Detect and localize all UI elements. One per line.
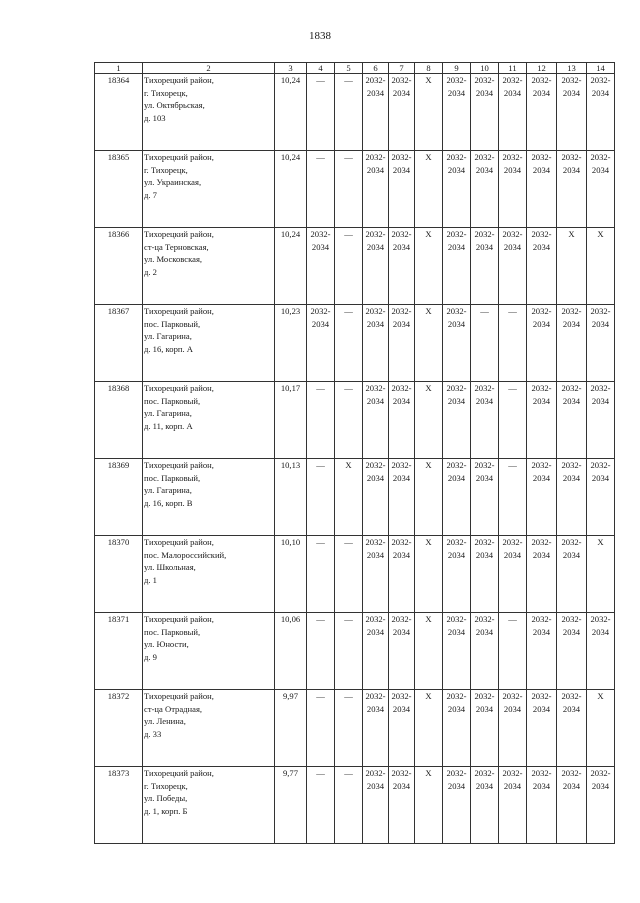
period-cell: 2032- 2034 xyxy=(557,767,587,844)
period-cell: 2032- 2034 xyxy=(587,459,615,536)
period-cell: — xyxy=(335,305,363,382)
period-cell: — xyxy=(307,613,335,690)
address-cell xyxy=(143,459,275,536)
period-cell: — xyxy=(335,74,363,151)
row-number: 18370 xyxy=(95,536,143,613)
address-line: г. Тихорецк, xyxy=(144,164,188,175)
period-cell: 2032- 2034 xyxy=(389,74,415,151)
column-header: 11 xyxy=(499,63,527,74)
table-row xyxy=(95,767,615,844)
period-cell: 2032- 2034 xyxy=(389,613,415,690)
period-cell: — xyxy=(499,459,527,536)
column-header: 8 xyxy=(415,63,443,74)
address-line: ул. Октябрьская, xyxy=(144,100,205,110)
table-row xyxy=(95,305,615,382)
address-line: пос. Парковый, xyxy=(144,395,201,406)
table-row xyxy=(95,690,615,767)
period-cell: 2032- 2034 xyxy=(443,459,471,536)
period-cell: 2032- 2034 xyxy=(557,305,587,382)
address-line: г. Тихорецк, xyxy=(144,87,188,98)
row-number: 18371 xyxy=(95,613,143,690)
period-cell: 2032- 2034 xyxy=(527,151,557,228)
address-line: Тихорецкий район, xyxy=(144,306,214,316)
period-cell: 2032- 2034 xyxy=(389,382,415,459)
table-body xyxy=(95,74,615,844)
period-cell: 2032- 2034 xyxy=(443,305,471,382)
address-cell xyxy=(143,228,275,305)
table-row xyxy=(95,613,615,690)
address-cell xyxy=(143,613,275,690)
period-cell: — xyxy=(307,382,335,459)
address-line: Тихорецкий район, xyxy=(144,768,214,778)
address-line: ул. Победы, xyxy=(144,793,188,803)
period-cell: X xyxy=(415,305,443,382)
period-cell: 2032- 2034 xyxy=(527,459,557,536)
period-cell: 2032- 2034 xyxy=(527,613,557,690)
address-line: д. 9 xyxy=(144,651,157,662)
period-cell: 2032- 2034 xyxy=(471,382,499,459)
address-line: Тихорецкий район, xyxy=(144,460,214,470)
column-header: 4 xyxy=(307,63,335,74)
address-cell xyxy=(143,382,275,459)
period-cell: — xyxy=(335,382,363,459)
period-cell: X xyxy=(415,690,443,767)
address-line: д. 103 xyxy=(144,112,166,123)
address-line: Тихорецкий район, xyxy=(144,537,214,547)
address-line: г. Тихорецк, xyxy=(144,780,188,791)
address-cell xyxy=(143,305,275,382)
period-cell: 2032- 2034 xyxy=(363,536,389,613)
period-cell: 2032- 2034 xyxy=(471,767,499,844)
period-cell: 2032- 2034 xyxy=(363,690,389,767)
period-cell: 2032- 2034 xyxy=(471,151,499,228)
period-cell: 2032- 2034 xyxy=(557,151,587,228)
address-line: ул. Юности, xyxy=(144,639,189,649)
address-line: д. 1, корп. Б xyxy=(144,805,188,816)
period-cell: 2032- 2034 xyxy=(499,767,527,844)
value-cell: 9,97 xyxy=(275,690,307,767)
column-header: 5 xyxy=(335,63,363,74)
period-cell: 2032- 2034 xyxy=(499,151,527,228)
address-line: пос. Парковый, xyxy=(144,472,201,483)
address-line: д. 33 xyxy=(144,728,162,739)
row-number: 18365 xyxy=(95,151,143,228)
value-cell: 10,24 xyxy=(275,151,307,228)
address-line: Тихорецкий район, xyxy=(144,229,214,239)
value-cell: 9,77 xyxy=(275,767,307,844)
period-cell: 2032- 2034 xyxy=(363,613,389,690)
column-header: 13 xyxy=(557,63,587,74)
period-cell: X xyxy=(415,459,443,536)
period-cell: X xyxy=(415,536,443,613)
address-line: д. 1 xyxy=(144,574,157,585)
row-number: 18364 xyxy=(95,74,143,151)
period-cell: 2032- 2034 xyxy=(471,228,499,305)
column-header: 7 xyxy=(389,63,415,74)
period-cell: — xyxy=(335,228,363,305)
address-line: Тихорецкий район, xyxy=(144,152,214,162)
address-line: д. 7 xyxy=(144,189,157,200)
period-cell: 2032- 2034 xyxy=(443,536,471,613)
value-cell: 10,17 xyxy=(275,382,307,459)
period-cell: 2032- 2034 xyxy=(587,74,615,151)
period-cell: X xyxy=(587,536,615,613)
period-cell: 2032- 2034 xyxy=(363,151,389,228)
period-cell: 2032- 2034 xyxy=(471,613,499,690)
period-cell: 2032- 2034 xyxy=(527,74,557,151)
period-cell: 2032- 2034 xyxy=(587,305,615,382)
value-cell: 10,24 xyxy=(275,74,307,151)
column-header: 14 xyxy=(587,63,615,74)
address-line: ул. Гагарина, xyxy=(144,485,192,495)
period-cell: — xyxy=(335,613,363,690)
period-cell: 2032- 2034 xyxy=(389,690,415,767)
table-row xyxy=(95,151,615,228)
period-cell: 2032- 2034 xyxy=(587,613,615,690)
value-cell: 10,23 xyxy=(275,305,307,382)
address-line: ул. Украинская, xyxy=(144,177,202,187)
period-cell: X xyxy=(587,228,615,305)
period-cell: — xyxy=(471,305,499,382)
column-header: 2 xyxy=(143,63,275,74)
period-cell: 2032- 2034 xyxy=(389,459,415,536)
address-line: Тихорецкий район, xyxy=(144,383,214,393)
column-header: 10 xyxy=(471,63,499,74)
address-cell xyxy=(143,151,275,228)
address-cell xyxy=(143,690,275,767)
period-cell: 2032- 2034 xyxy=(557,536,587,613)
period-cell: 2032- 2034 xyxy=(499,536,527,613)
row-number: 18368 xyxy=(95,382,143,459)
row-number: 18373 xyxy=(95,767,143,844)
period-cell: 2032- 2034 xyxy=(557,382,587,459)
period-cell: — xyxy=(307,74,335,151)
period-cell: X xyxy=(415,151,443,228)
period-cell: 2032- 2034 xyxy=(527,228,557,305)
period-cell: 2032- 2034 xyxy=(557,74,587,151)
address-line: ул. Московская, xyxy=(144,254,203,264)
period-cell: 2032- 2034 xyxy=(527,767,557,844)
period-cell: X xyxy=(415,74,443,151)
period-cell: X xyxy=(415,382,443,459)
address-cell xyxy=(143,536,275,613)
address-line: д. 16, корп. В xyxy=(144,497,193,508)
address-line: Тихорецкий район, xyxy=(144,691,214,701)
header-row xyxy=(95,63,615,74)
period-cell: 2032- 2034 xyxy=(389,151,415,228)
row-number: 18366 xyxy=(95,228,143,305)
address-line: д. 2 xyxy=(144,266,157,277)
period-cell: 2032- 2034 xyxy=(557,459,587,536)
column-header: 9 xyxy=(443,63,471,74)
address-line: ул. Гагарина, xyxy=(144,331,192,341)
address-line: пос. Парковый, xyxy=(144,626,201,637)
period-cell: 2032- 2034 xyxy=(471,459,499,536)
register-table xyxy=(94,62,615,844)
period-cell: 2032- 2034 xyxy=(307,305,335,382)
value-cell: 10,24 xyxy=(275,228,307,305)
row-number: 18372 xyxy=(95,690,143,767)
period-cell: — xyxy=(335,767,363,844)
address-line: пос. Малороссийский, xyxy=(144,549,227,560)
period-cell: 2032- 2034 xyxy=(587,382,615,459)
period-cell: — xyxy=(335,536,363,613)
period-cell: 2032- 2034 xyxy=(443,382,471,459)
period-cell: 2032- 2034 xyxy=(389,305,415,382)
period-cell: 2032- 2034 xyxy=(527,305,557,382)
column-header: 1 xyxy=(95,63,143,74)
address-line: ул. Ленина, xyxy=(144,716,186,726)
address-line: ул. Гагарина, xyxy=(144,408,192,418)
period-cell: 2032- 2034 xyxy=(443,151,471,228)
period-cell: 2032- 2034 xyxy=(363,305,389,382)
address-line: Тихорецкий район, xyxy=(144,75,214,85)
period-cell: 2032- 2034 xyxy=(471,74,499,151)
period-cell: 2032- 2034 xyxy=(389,767,415,844)
address-line: д. 16, корп. А xyxy=(144,343,193,354)
period-cell: — xyxy=(307,690,335,767)
period-cell: — xyxy=(307,151,335,228)
period-cell: X xyxy=(415,228,443,305)
period-cell: 2032- 2034 xyxy=(499,690,527,767)
period-cell: 2032- 2034 xyxy=(499,228,527,305)
period-cell: — xyxy=(335,690,363,767)
period-cell: 2032- 2034 xyxy=(527,536,557,613)
period-cell: 2032- 2034 xyxy=(363,459,389,536)
period-cell: 2032- 2034 xyxy=(499,74,527,151)
period-cell: 2032- 2034 xyxy=(363,74,389,151)
period-cell: 2032- 2034 xyxy=(587,151,615,228)
period-cell: X xyxy=(557,228,587,305)
period-cell: 2032- 2034 xyxy=(443,690,471,767)
column-header: 3 xyxy=(275,63,307,74)
period-cell: 2032- 2034 xyxy=(363,767,389,844)
period-cell: 2032- 2034 xyxy=(443,228,471,305)
address-line: ст-ца Терновская, xyxy=(144,241,209,252)
period-cell: 2032- 2034 xyxy=(363,228,389,305)
period-cell: X xyxy=(587,690,615,767)
period-cell: 2032- 2034 xyxy=(443,613,471,690)
column-header: 6 xyxy=(363,63,389,74)
address-line: ст-ца Отрадная, xyxy=(144,703,203,714)
period-cell: 2032- 2034 xyxy=(587,767,615,844)
table-row xyxy=(95,74,615,151)
address-cell xyxy=(143,74,275,151)
period-cell: — xyxy=(499,613,527,690)
table-row xyxy=(95,459,615,536)
value-cell: 10,13 xyxy=(275,459,307,536)
table-row xyxy=(95,382,615,459)
period-cell: X xyxy=(335,459,363,536)
period-cell: X xyxy=(415,613,443,690)
period-cell: X xyxy=(415,767,443,844)
page-number: 1838 xyxy=(309,30,331,42)
period-cell: 2032- 2034 xyxy=(527,382,557,459)
period-cell: 2032- 2034 xyxy=(557,613,587,690)
table-row xyxy=(95,228,615,305)
period-cell: 2032- 2034 xyxy=(471,536,499,613)
row-number: 18367 xyxy=(95,305,143,382)
period-cell: — xyxy=(499,382,527,459)
period-cell: 2032- 2034 xyxy=(527,690,557,767)
period-cell: — xyxy=(307,536,335,613)
period-cell: 2032- 2034 xyxy=(557,690,587,767)
period-cell: 2032- 2034 xyxy=(443,74,471,151)
address-line: д. 11, корп. А xyxy=(144,420,193,431)
period-cell: 2032- 2034 xyxy=(389,536,415,613)
row-number: 18369 xyxy=(95,459,143,536)
value-cell: 10,10 xyxy=(275,536,307,613)
period-cell: 2032- 2034 xyxy=(307,228,335,305)
period-cell: 2032- 2034 xyxy=(443,767,471,844)
period-cell: — xyxy=(307,459,335,536)
period-cell: 2032- 2034 xyxy=(389,228,415,305)
address-line: пос. Парковый, xyxy=(144,318,201,329)
table-row xyxy=(95,536,615,613)
value-cell: 10,06 xyxy=(275,613,307,690)
period-cell: — xyxy=(335,151,363,228)
period-cell: — xyxy=(499,305,527,382)
address-line: Тихорецкий район, xyxy=(144,614,214,624)
address-cell xyxy=(143,767,275,844)
period-cell: 2032- 2034 xyxy=(363,382,389,459)
period-cell: — xyxy=(307,767,335,844)
column-header: 12 xyxy=(527,63,557,74)
address-line: ул. Школьная, xyxy=(144,562,196,572)
period-cell: 2032- 2034 xyxy=(471,690,499,767)
